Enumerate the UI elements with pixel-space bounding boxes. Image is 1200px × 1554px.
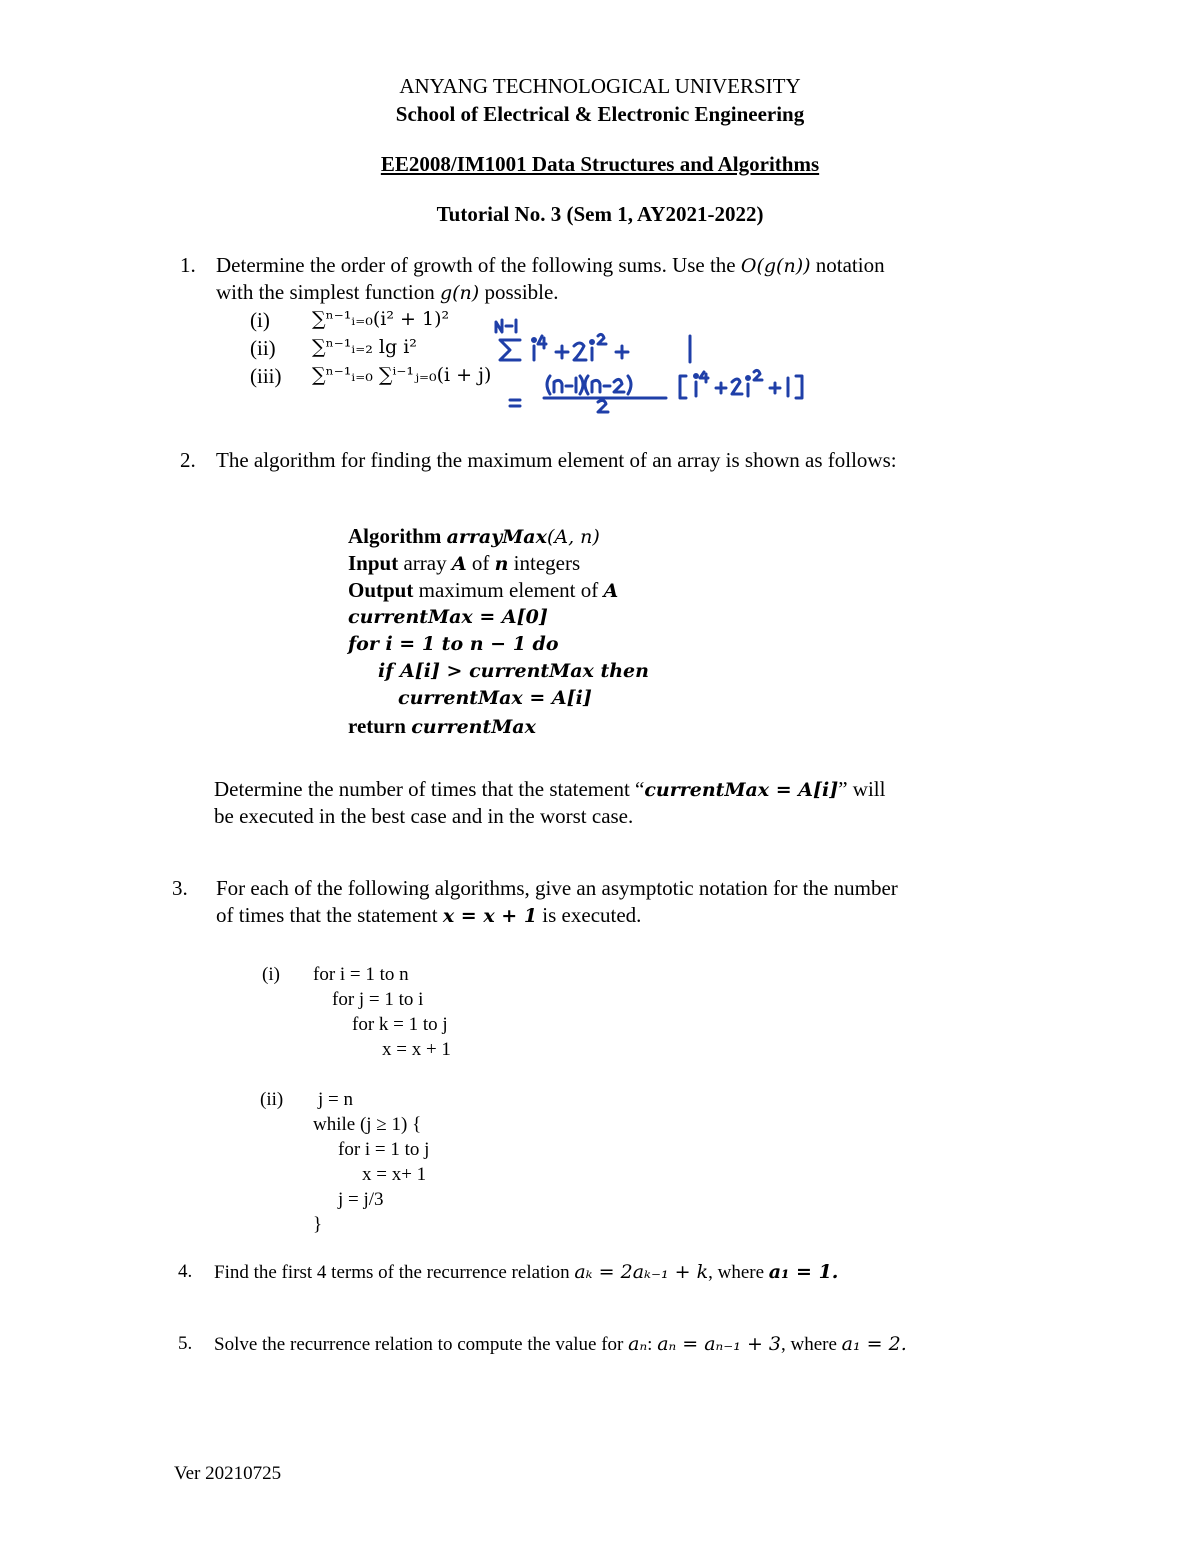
q1-line1 (216, 253, 885, 278)
course-title: EE2008/IM1001 Data Structures and Algorithms (380, 152, 820, 176)
code-line: for i = 1 to n (313, 964, 409, 985)
code-line: x = x + 1 (382, 1039, 451, 1060)
algorithm-assign: currentMax = A[i] (398, 687, 592, 709)
q5-cond: a₁ = 2. (841, 1333, 907, 1355)
code-line: j = n (318, 1089, 353, 1110)
algorithm-input (348, 551, 580, 576)
q3-line2-end: is executed. (537, 903, 642, 927)
q1-big-o: O(g(n)) (740, 255, 811, 277)
q1-item-label: (i) (250, 308, 270, 332)
school-title: School of Electrical & Electronic Engineering (395, 102, 805, 126)
q2-question-line1 (214, 777, 885, 802)
input-text: array (398, 551, 452, 575)
tutorial-title: Tutorial No. 3 (Sem 1, AY2021-2022) (436, 202, 764, 226)
algorithm-header (348, 524, 600, 549)
code-line: for j = 1 to i (332, 989, 424, 1010)
q1-item-expr: ∑ⁿ⁻¹ᵢ₌₂ lg i² (312, 336, 417, 358)
input-of: of (466, 551, 495, 575)
code-line: x = x+ 1 (362, 1164, 427, 1185)
q5-colon: : (647, 1334, 658, 1355)
q1-line1-text: Determine the order of growth of the following sums. Use the (216, 253, 741, 277)
q5-number: 5. (178, 1333, 193, 1354)
input-keyword: Input (348, 551, 399, 575)
q5-var: aₙ (628, 1333, 648, 1355)
code-line: for k = 1 to j (352, 1014, 448, 1035)
code-line: j = j/3 (338, 1189, 384, 1210)
q3-line2 (216, 903, 641, 928)
code-line: for i = 1 to j (338, 1139, 430, 1160)
code-line: while (j ≥ 1) { (313, 1114, 422, 1135)
university-title: ANYANG TECHNOLOGICAL UNIVERSITY (399, 74, 801, 98)
q2-question-line2: be executed in the best case and in the worst case. (214, 804, 634, 828)
algorithm-output (348, 578, 618, 603)
q3-i-label: (i) (262, 964, 280, 985)
version-footer: Ver 20210725 (174, 1463, 282, 1484)
q1-number: 1. (180, 253, 196, 277)
q3-number: 3. (172, 876, 188, 900)
q1-item-label: (iii) (250, 364, 282, 388)
return-keyword: return (348, 714, 412, 738)
q1-item-expr: ∑ⁿ⁻¹ᵢ₌₀(i² + 1)² (312, 308, 450, 330)
algorithm-init: currentMax = A[0] (348, 606, 548, 628)
return-value: currentMax (411, 716, 536, 738)
q4-number: 4. (178, 1261, 193, 1282)
q2-question-text: Determine the number of times that the statement “ (214, 777, 645, 801)
q2-intro: The algorithm for finding the maximum element of an array is shown as follows: (216, 448, 897, 472)
input-rest: integers (508, 551, 581, 575)
output-text: maximum element of (413, 578, 604, 602)
algorithm-keyword: Algorithm (348, 524, 447, 548)
code-line: } (313, 1214, 323, 1235)
input-a: A (451, 553, 467, 575)
q5-expr: aₙ = aₙ₋₁ + 3 (657, 1333, 781, 1355)
q2-number: 2. (180, 448, 196, 472)
q4-text-a: Find the first 4 terms of the recurrence relation (214, 1262, 575, 1283)
q3-line1: For each of the following algorithms, give an asymptotic notation for the number (216, 876, 898, 900)
algorithm-if: if A[i] > currentMax then (378, 660, 649, 682)
handwritten-annotation (490, 312, 850, 416)
q2-question-end: ” will (838, 777, 886, 801)
q5-text-a: Solve the recurrence relation to compute the value for (214, 1334, 629, 1355)
algorithm-for: for i = 1 to n − 1 do (348, 633, 559, 655)
q1-item-expr: ∑ⁿ⁻¹ᵢ₌₀ ∑ⁱ⁻¹ⱼ₌₀(i + j) (312, 364, 492, 386)
algorithm-return (348, 714, 536, 739)
q3-ii-label: (ii) (260, 1089, 284, 1110)
algorithm-name: arrayMax (446, 526, 547, 548)
input-n: n (494, 553, 509, 575)
output-keyword: Output (348, 578, 414, 602)
q3-line2-text: of times that the statement (216, 903, 443, 927)
q3-statement: x = x + 1 (442, 905, 538, 927)
q1-item-label: (ii) (250, 336, 276, 360)
q1-line2-end: possible. (479, 280, 559, 304)
q5-text-b: , where (781, 1334, 842, 1355)
output-a: A (603, 580, 619, 602)
q4-text (214, 1261, 838, 1284)
q2-question-statement: currentMax = A[i] (644, 779, 839, 801)
q4-text-b: , where (708, 1262, 769, 1283)
q1-gn: g(n) (439, 282, 480, 304)
q5-text (214, 1333, 907, 1356)
q1-line1-end: notation (810, 253, 885, 277)
algorithm-args: (A, n) (546, 526, 600, 548)
q1-line2-text: with the simplest function (216, 280, 440, 304)
q1-line2 (216, 280, 559, 305)
q4-expr: aₖ = 2aₖ₋₁ + k (574, 1261, 709, 1283)
q4-cond: a₁ = 1. (768, 1261, 839, 1283)
